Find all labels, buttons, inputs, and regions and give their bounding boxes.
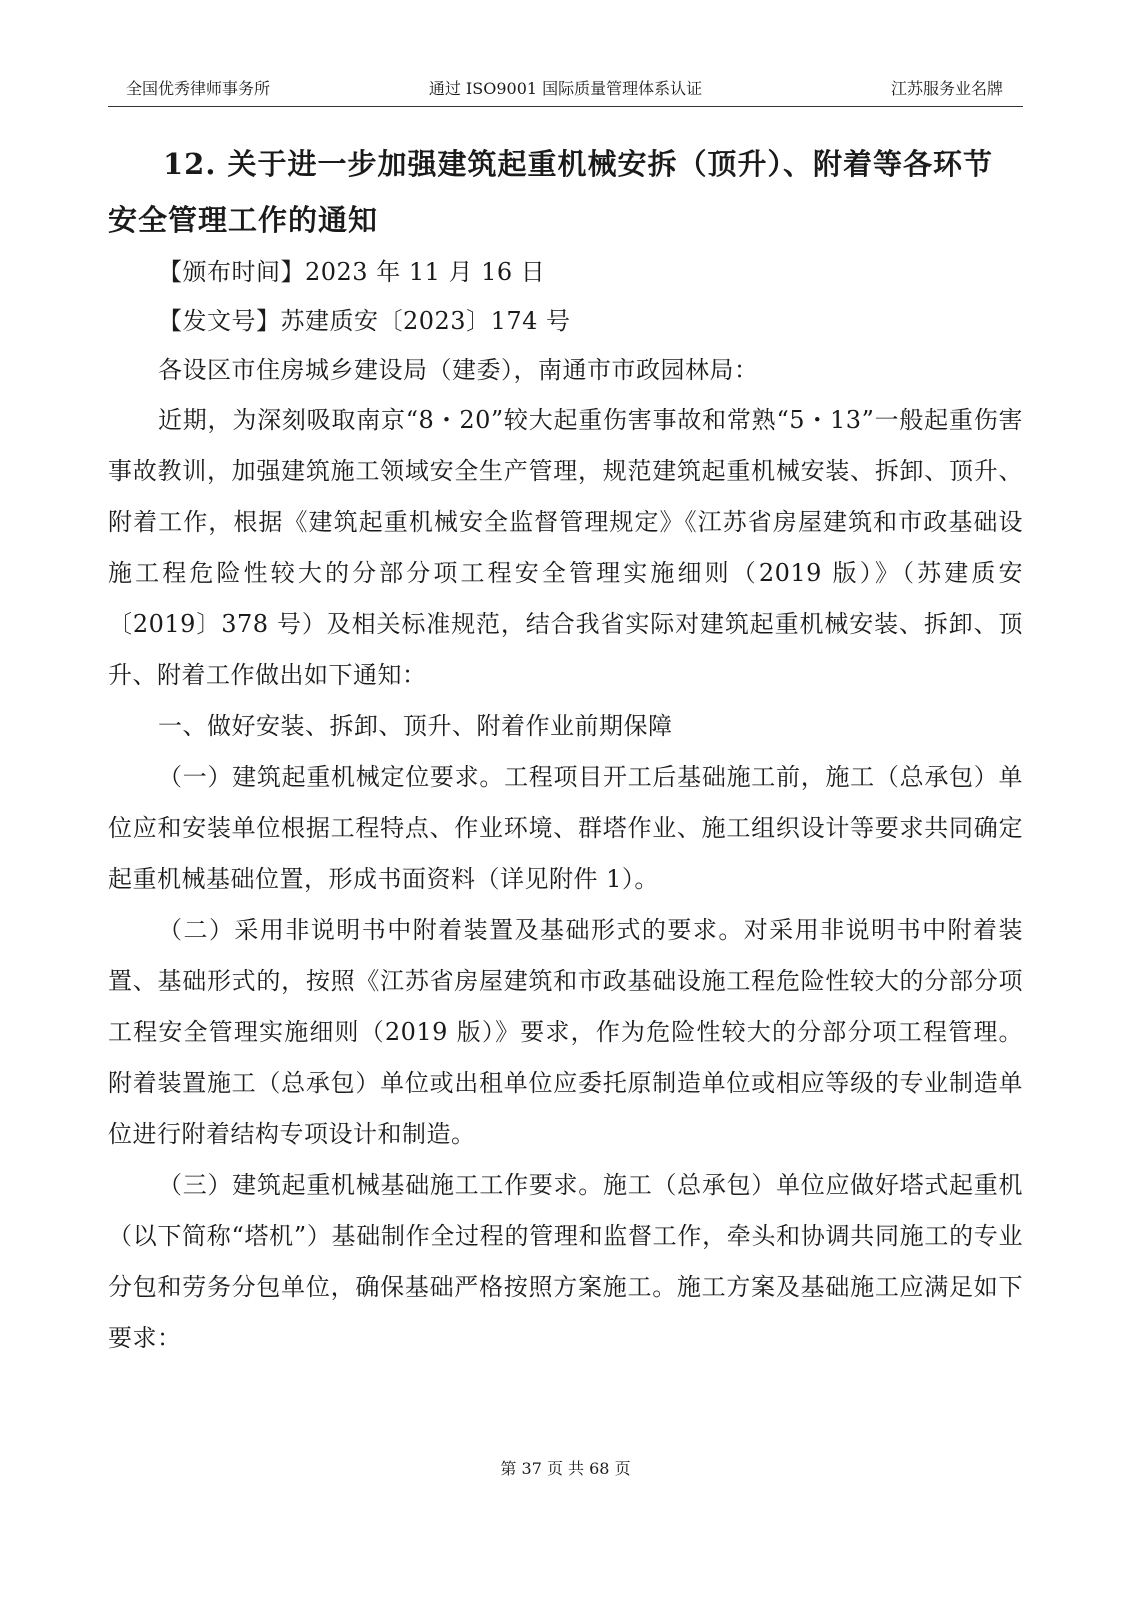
- paragraph-item-1: （一）建筑起重机械定位要求。工程项目开工后基础施工前，施工（总承包）单位应和安装单位根据工程特点、作业环境、群塔作业、施工组织设计等要求共同确定起重机械基础位置，形成书面资料（详见附件 1）。: [108, 763, 1023, 893]
- page-header: [108, 76, 1023, 107]
- document-body: [108, 248, 1023, 1364]
- header-firm-honor: 全国优秀律师事务所: [126, 79, 271, 98]
- paragraph-item-2: （二）采用非说明书中附着装置及基础形式的要求。对采用非说明书中附着装置、基础形式的，按照《江苏省房屋建筑和市政基础设施工程危险性较大的分部分项工程安全管理实施细则（2019 版）》要求，作为危险性较大的分部分项工程管理。附着装置施工（总承包）单位或出租单位应委托原制造单位或相应等级的专业制造单位进行附着结构专项设计和制造。: [108, 916, 1023, 1148]
- header-certification: 通过 ISO9001 国际质量管理体系认证: [428, 79, 703, 98]
- paragraph-item-3: （三）建筑起重机械基础施工工作要求。施工（总承包）单位应做好塔式起重机（以下简称“塔机”）基础制作全过程的管理和监督工作，牵头和协调共同施工的专业分包和劳务分包单位，确保基础严格按照方案施工。施工方案及基础施工应满足如下要求：: [108, 1171, 1023, 1352]
- page-number: 第 37 页 共 68 页: [500, 1459, 631, 1478]
- addressee: 各设区市住房城乡建设局（建委），南通市市政园林局：: [158, 356, 759, 384]
- document-number: 【发文号】苏建质安〔2023〕174 号: [158, 307, 571, 335]
- header-brand: 江苏服务业名牌: [890, 79, 1003, 98]
- issue-date: 【颁布时间】2023 年 11 月 16 日: [158, 258, 546, 286]
- section-heading: 一、做好安装、拆卸、顶升、附着作业前期保障: [158, 712, 673, 740]
- document-content: [108, 136, 1023, 1364]
- document-title: 12. 关于进一步加强建筑起重机械安拆（顶升）、附着等各环节安全管理工作的通知: [108, 147, 994, 237]
- paragraph-intro: 近期，为深刻吸取南京“8・20”较大起重伤害事故和常熟“5・13”一般起重伤害事故教训，加强建筑施工领域安全生产管理，规范建筑起重机械安装、拆卸、顶升、附着工作，根据《建筑起重机械安全监督管理规定》《江苏省房屋建筑和市政基础设施工程危险性较大的分部分项工程安全管理实施细则（2019 版）》（苏建质安〔2019〕378 号）及相关标准规范，结合我省实际对建筑起重机械安装、拆卸、顶升、附着工作做出如下通知：: [108, 406, 1023, 689]
